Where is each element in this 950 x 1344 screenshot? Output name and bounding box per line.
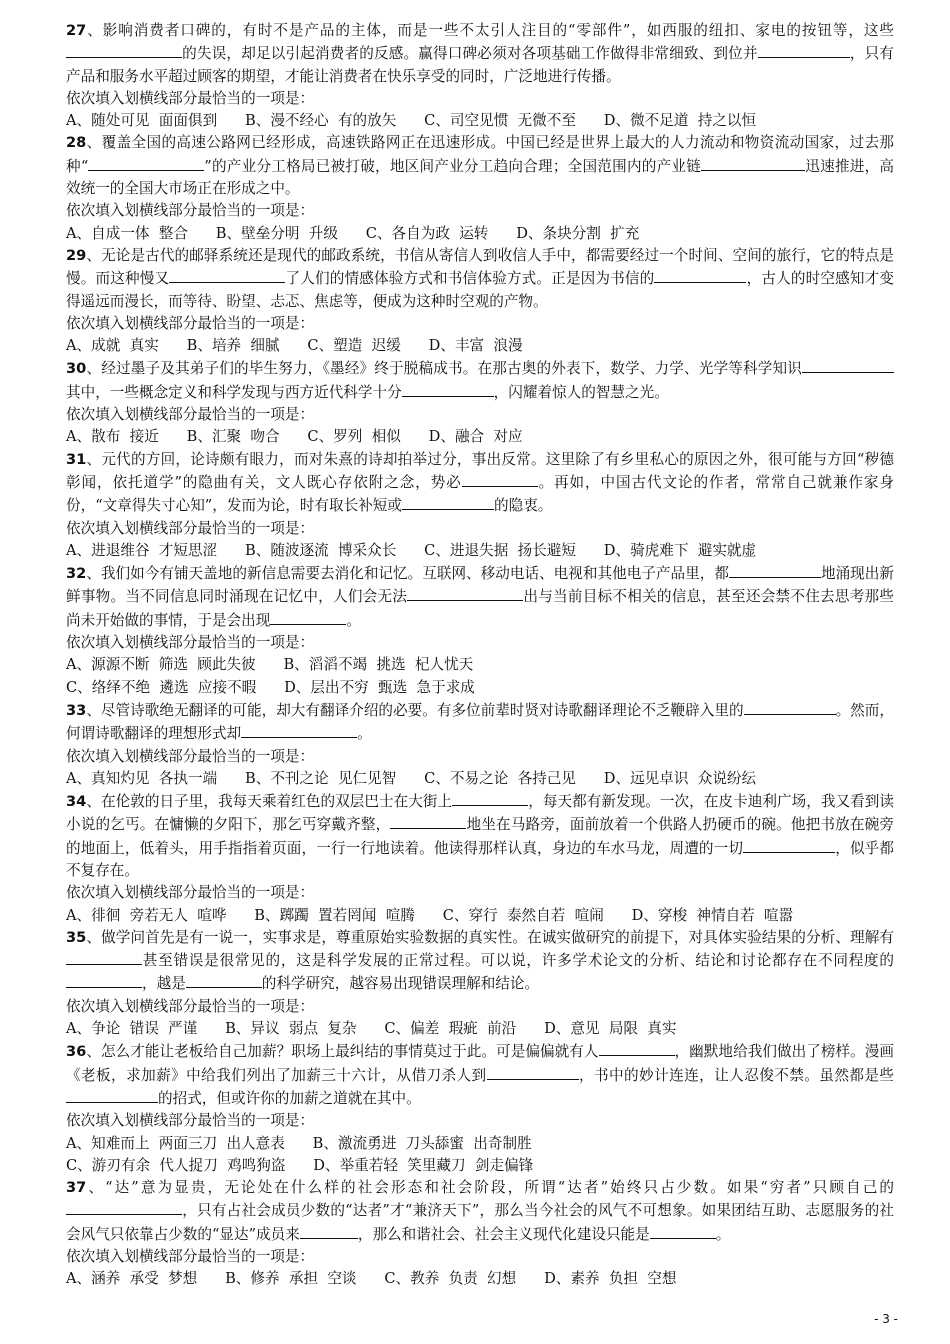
question-stem: 35、做学问首先是有一说一，实事求是，尊重原始实验数据的真实性。在诚实做研究的前提下，对具体实验结果的分析、理解有甚至错误是很常见的，这是科学发展的正常过程。可以说，许多学术论文的分析、结论和讨论都存在不同程度的，越是 的科学研究，越容易出现错误理解和结论。 [66, 928, 894, 993]
question-prompt: 依次填入划横线部分最恰当的一项是： [66, 997, 315, 1015]
answer-options: A、进退维谷 才短思涩 B、随波逐流 博采众长 C、进退失据 扬长避短 D、骑虎难下 避实就虚 [66, 541, 757, 559]
question-prompt: 依次填入划横线部分最恰当的一项是： [66, 406, 315, 424]
question-stem: 29、无论是古代的邮驿系统还是现代的邮政系统，书信从寄信人到收信人手中，都需要经过一个时间、空间的旅行，它的特点是慢。而这种慢又 了人们的情感体验方式和书信体验方式。正是因为书信的 ，古人的时空感知才变得遥远而漫长，而等待、盼望、忐忑、焦虑等，便成为这种时空观的产物。 [66, 246, 894, 310]
answer-blank [654, 267, 746, 283]
answer-blank [452, 790, 528, 806]
question-stem: 36、怎么才能让老板给自己加薪？职场上最纠结的事情莫过于此。可是偏偏就有人 ，幽默地给我们做出了榜样。漫画《老板，求加薪》中给我们列出了加薪三十六计，从借刀杀人到 ，书中的妙计连连，让人忍俊不禁。虽然都是些的招式，但或许你的加薪之道就在其中。 [66, 1040, 894, 1110]
question-stem: 28、覆盖全国的高速公路网已经形成，高速铁路网正在迅速形成。中国已经是世界上最大的人力流动和物资流动国家，过去那种“ ”的产业分工格局已被打破，地区间产业分工趋向合理；全国范围内的产业链 迅速推进，高效统一的全国大市场正在形成之中。 [66, 134, 895, 198]
question-number: 28 [66, 134, 87, 152]
answer-blank [599, 1040, 675, 1056]
answer-options: C、游刃有余 代人捉刀 鸡鸣狗盗 D、举重若轻 笑里藏刀 剑走偏锋 [66, 1156, 534, 1174]
answer-blank [402, 381, 494, 397]
answer-options: A、涵养 承受 梦想 B、修养 承担 空谈 C、教养 负责 幻想 D、素养 负担 空想 [66, 1270, 677, 1288]
answer-blank [743, 837, 835, 853]
question-number: 31 [66, 450, 87, 468]
answer-blank [487, 1064, 579, 1080]
answer-options: A、自成一体 整合 B、壁垒分明 升级 C、各自为政 运转 D、条块分割 扩充 [66, 224, 640, 242]
question-number: 36 [66, 1043, 87, 1061]
question-number: 37 [66, 1179, 87, 1197]
answer-options: A、成就 真实 B、培养 细腻 C、塑造 迟缓 D、丰富 浪漫 [66, 337, 523, 355]
answer-blank [744, 699, 836, 715]
question-stem: 34、在伦敦的日子里，我每天乘着红色的双层巴士在大街上 ，每天都有新发现。一次，在皮卡迪利广场，我又看到读小说的乞丐。在慵懒的夕阳下，那乞丐穿戴齐整， 地坐在马路旁，面前放着一个供路人扔硬币的碗。他把书放在碗旁的地面上，低着头，用手指指着页面，一行一行地读着。他读得那样认真，身边的车水马龙，周遭的一切 ，似乎都不复存在。 [66, 790, 894, 882]
question-stem: 37、“达”意为显贵，无论处在什么样的社会形态和社会阶段，所谓“达者”始终只占少数。如果“穷者”只顾自己的，只有占社会成员少数的“达者”才“兼济天下”，那么当今社会的风气不可想象。如果团结互助、志愿服务的社会风气只依靠占少数的“显达”成员来 ，那么和谐社会、社会主义现代化建设只能是 。 [66, 1179, 894, 1243]
question-stem: 27、影响消费者口碑的，有时不是产品的主体，而是一些不太引人注目的“零部件”，如西服的纽扣、家电的按钮等，这些的失误，却足以引起消费者的反感。赢得口碑必须对各项基础工作做得非常细致、到位并 ，只有产品和服务水平超过顾客的期望，才能让消费者在快乐享受的同时，广泛地进行传播。 [66, 22, 894, 85]
question-28 [66, 132, 894, 244]
answer-blank [88, 155, 204, 171]
question-number: 32 [66, 565, 87, 583]
question-prompt: 依次填入划横线部分最恰当的一项是： [66, 634, 315, 652]
answer-blank [66, 972, 142, 988]
question-35 [66, 927, 894, 1040]
question-stem: 30、经过墨子及其弟子们的毕生努力，《墨经》终于脱稿成书。在那古奥的外表下，数学、力学、光学等科学知识其中，一些概念定义和科学发现与西方近代科学十分 ，闪耀着惊人的智慧之光。 [66, 357, 894, 404]
question-prompt: 依次填入划横线部分最恰当的一项是： [66, 89, 315, 107]
question-prompt: 依次填入划横线部分最恰当的一项是： [66, 519, 315, 537]
answer-blank [390, 813, 466, 829]
answer-blank [66, 42, 182, 58]
question-number: 35 [66, 928, 87, 946]
question-prompt: 依次填入划横线部分最恰当的一项是： [66, 1248, 315, 1266]
question-prompt: 依次填入划横线部分最恰当的一项是： [66, 202, 315, 220]
question-34 [66, 790, 894, 927]
answer-blank [407, 585, 523, 601]
question-27 [66, 20, 894, 132]
question-prompt: 依次填入划横线部分最恰当的一项是： [66, 314, 315, 332]
answer-blank [66, 1087, 158, 1103]
answer-blank [650, 1223, 716, 1239]
question-number: 27 [66, 22, 87, 39]
question-37 [66, 1177, 894, 1290]
answer-options: A、知难而上 两面三刀 出人意表 B、激流勇进 刀头舔蜜 出奇制胜 [66, 1134, 532, 1152]
question-33 [66, 699, 894, 790]
answer-blank [241, 722, 357, 738]
question-30 [66, 357, 894, 448]
answer-blank [169, 267, 285, 283]
answer-options: A、源源不断 筛选 顾此失彼 B、滔滔不竭 挑选 杞人忧天 [66, 656, 474, 674]
answer-blank [402, 494, 494, 510]
question-stem: 31、元代的方回，论诗颇有眼力，而对朱熹的诗却拍举过分，事出反常。这里除了有乡里私心的原因之外，很可能与方回“秽德彰闻，依托道学”的隐曲有关，文人既心存依附之念，势必 。再如，中国古代文论的作者，常常自己就兼作家身份，“文章得失寸心知”，发而为论，时有取长补短或 的隐衷。 [66, 450, 894, 515]
question-prompt: 依次填入划横线部分最恰当的一项是： [66, 1112, 315, 1130]
answer-options: A、徘徊 旁若无人 喧哗 B、踯躅 置若罔闻 喧腾 C、穿行 泰然自若 喧闹 D、穿梭 神情自若 喧嚣 [66, 906, 794, 924]
answer-blank [729, 562, 821, 578]
answer-options: A、真知灼见 各执一端 B、不刊之论 见仁见智 C、不易之论 各持己见 D、远见卓识 众说纷纭 [66, 769, 757, 787]
question-number: 30 [66, 360, 87, 378]
question-36 [66, 1040, 894, 1177]
page-number: - 3 - [874, 1312, 898, 1326]
question-32 [66, 562, 894, 699]
answer-blank [701, 155, 805, 171]
answer-blank [758, 42, 850, 58]
question-number: 29 [66, 246, 87, 264]
question-29 [66, 245, 894, 357]
question-number: 34 [66, 793, 87, 811]
answer-blank [270, 609, 346, 625]
answer-blank [300, 1223, 358, 1239]
answer-blank [462, 471, 538, 487]
answer-blank [66, 1199, 182, 1215]
answer-options: C、络绎不绝 遴选 应接不暇 D、层出不穷 甄选 急于求成 [66, 678, 475, 696]
answer-blank [66, 949, 142, 965]
answer-options: A、随处可见 面面俱到 B、漫不经心 有的放矢 C、司空见惯 无微不至 D、微不足道 持之以恒 [66, 112, 757, 130]
answer-options: A、争论 错误 严谨 B、异议 弱点 复杂 C、偏差 瑕疵 前沿 D、意见 局限 真实 [66, 1020, 677, 1038]
question-31 [66, 449, 894, 562]
question-stem: 32、我们如今有铺天盖地的新信息需要去消化和记忆。互联网、移动电话、电视和其他电子产品里，都 地涌现出新鲜事物。当不同信息同时涌现在记忆中，人们会无法 出与当前目标不相关的信息，甚至还会禁不住去思考那些尚未开始做的事情，于是会出现 。 [66, 562, 894, 632]
exam-page [66, 20, 894, 1291]
answer-options: A、散布 接近 B、汇聚 吻合 C、罗列 相似 D、融合 对应 [66, 428, 523, 446]
question-number: 33 [66, 701, 87, 719]
answer-blank [186, 972, 262, 988]
question-prompt: 依次填入划横线部分最恰当的一项是： [66, 884, 315, 902]
answer-blank [802, 357, 894, 373]
question-prompt: 依次填入划横线部分最恰当的一项是： [66, 747, 315, 765]
question-stem: 33、尽管诗歌绝无翻译的可能，却大有翻译介绍的必要。有多位前辈时贤对诗歌翻译理论不乏鞭辟入里的 。然而，何谓诗歌翻译的理想形式却 。 [66, 699, 894, 746]
